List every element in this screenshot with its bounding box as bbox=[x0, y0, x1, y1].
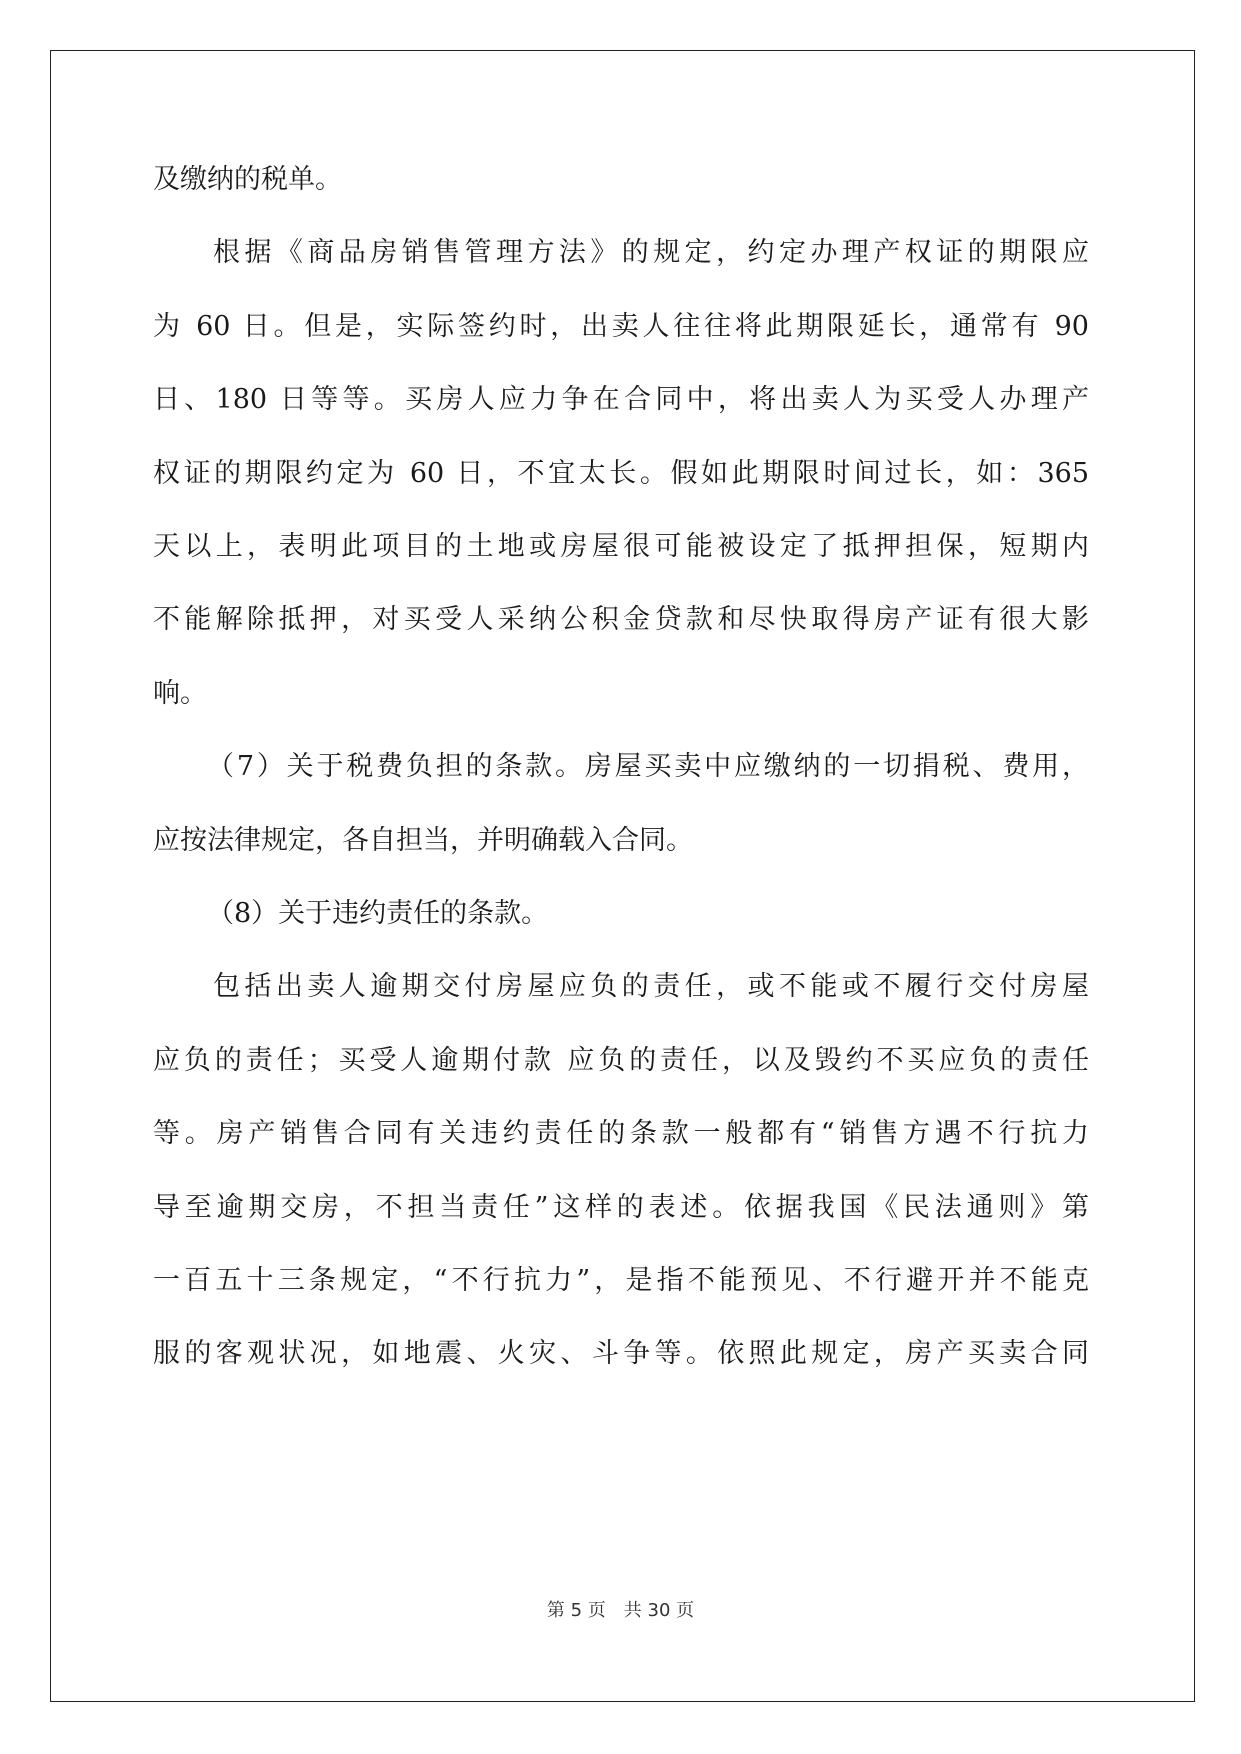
text-line: （7）关于税费负担的条款。房屋买卖中应缴纳的一切捐税、费用， bbox=[207, 751, 1089, 783]
text-line: （8）关于违约责任的条款。 bbox=[207, 898, 549, 929]
text-line: 不能解除抵押，对买受人采纳公积金贷款和尽快取得房产证有很大影 bbox=[153, 604, 1089, 636]
text-line: 应负的责任；买受人逾期付款 应负的责任，以及毁约不买应负的责任 bbox=[153, 1044, 1089, 1076]
page-border bbox=[50, 50, 1195, 1702]
text-line: 及缴纳的税单。 bbox=[153, 164, 342, 195]
text-line: 服的客观状况，如地震、火灾、斗争等。依照此规定，房产买卖合同 bbox=[153, 1338, 1089, 1370]
text-line: 为 60 日。但是，实际签约时，出卖人往往将此期限延长，通常有 90 bbox=[153, 310, 1089, 342]
text-line: 根据《商品房销售管理方法》的规定，约定办理产权证的期限应 bbox=[213, 237, 1089, 269]
text-line: 应按法律规定，各自担当，并明确载入合同。 bbox=[153, 824, 693, 856]
page-footer: 第 5 页 共 30 页 bbox=[546, 1600, 695, 1621]
text-line: 天以上，表明此项目的土地或房屋很可能被设定了抵押担保，短期内 bbox=[153, 531, 1089, 562]
text-line: 响。 bbox=[153, 677, 207, 709]
text-line: 权证的期限约定为 60 日，不宜太长。假如此期限时间过长，如：365 bbox=[153, 457, 1089, 489]
text-line: 日、180 日等等。买房人应力争在合同中，将出卖人为买受人办理产 bbox=[153, 384, 1089, 416]
text-line: 等。房产销售合同有关违约责任的条款一般都有“销售方遇不行抗力 bbox=[153, 1118, 1089, 1150]
text-line: 一百五十三条规定，“不行抗力”，是指不能预见、不行避开并不能克 bbox=[153, 1265, 1089, 1296]
text-line: 包括出卖人逾期交付房屋应负的责任，或不能或不履行交付房屋 bbox=[213, 971, 1089, 1003]
text-line: 导至逾期交房，不担当责任”这样的表述。依据我国《民法通则》第 bbox=[153, 1191, 1089, 1223]
